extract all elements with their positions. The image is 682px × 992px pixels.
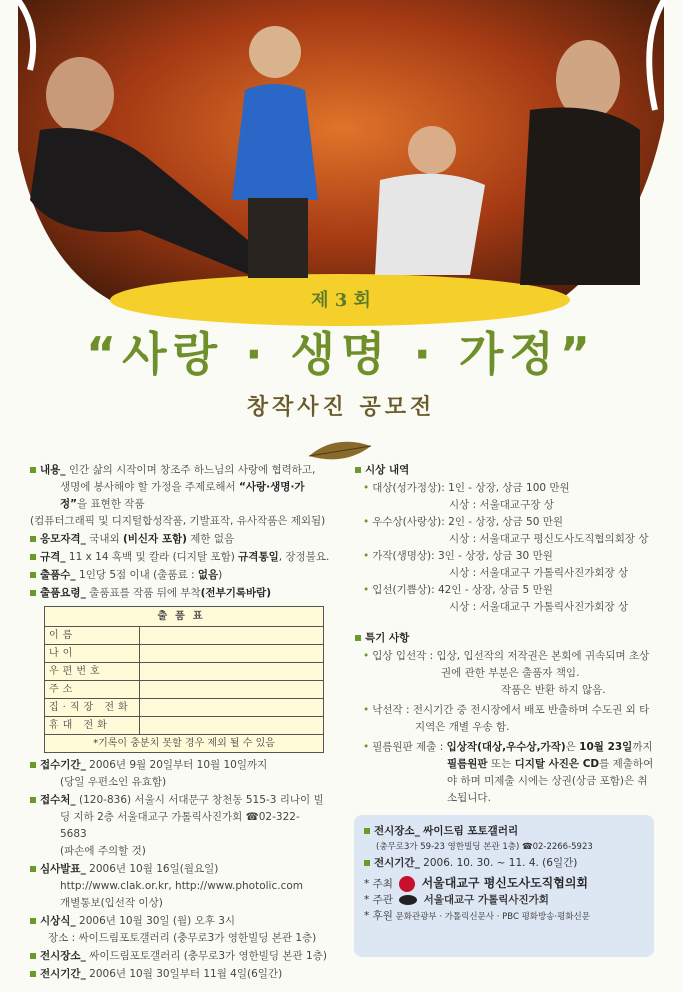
- note-rejected: • 낙선작 : 전시기간 중 전시장에서 배포 반출하며 수도권 외 타 지역은 개별 우송 함.: [363, 704, 650, 733]
- judge-url[interactable]: http://www.clak.or.kr, http://www.photolic.com: [60, 880, 303, 892]
- bullet-icon: [30, 572, 36, 578]
- leaf-icon: [305, 436, 375, 462]
- form-title: 출품표: [45, 607, 324, 627]
- organizer-logo-icon: [399, 895, 417, 905]
- organizer-row: * 주관 서울대교구 가톨릭사진가회: [364, 894, 549, 906]
- sponsor-culture: 문화관광부: [395, 912, 437, 922]
- form-cell: [140, 663, 324, 681]
- sponsor-row: * 후원 문화관광부 · 가톨릭신문사 · PBC 평화방송·평화신문: [364, 910, 590, 922]
- form-row: 우편번호: [45, 663, 324, 681]
- award-item: • 우수상(사랑상): 2인 - 상장, 상금 50 만원 시상 : 서울대교구 평신도사도직협의회장 상: [363, 516, 649, 545]
- form-row: 휴대 전화: [45, 717, 324, 735]
- form-note: *기록이 충분치 못할 경우 제외 될 수 있음: [45, 735, 324, 753]
- host-logo-icon: [399, 876, 415, 892]
- receive-period: 접수기간_ 2006년 9월 20일부터 10월 10일까지 (당일 우편소인 유효함): [30, 757, 330, 791]
- bullet-icon: [30, 536, 36, 542]
- family-photo: [0, 0, 682, 330]
- awards-heading: 시상 내역: [355, 462, 655, 479]
- judging: 심사발표_ 2006년 10월 16일(월요일) http://www.clak.or.kr, http://www.photolic.com 개별통보(입선작 이상): [30, 861, 330, 912]
- award-item: • 대상(성가정상): 1인 - 상장, 상금 100 만원 시상 : 서울대교구장 상: [363, 482, 570, 511]
- bullet-icon: [355, 467, 361, 473]
- form-cell: [140, 681, 324, 699]
- note-winners: • 입상 입선작 : 입상, 입선작의 저작권은 본회에 귀속되며 초상 권에 관한 부분은 출품자 책임. 작품은 반환 하지 않음.: [363, 650, 650, 696]
- poster-subtitle: 창작사진 공모전: [246, 395, 436, 420]
- note-film: • 필름원판 제출 : 입상작(대상,우수상,가작)은 10월 23일까지 필름원판 또는 디지탈 사진은 CD를 제출하여 야 하며 미제출 시에는 상권(상금 포함)은 취 소됩니다.: [363, 741, 654, 804]
- form-row: 주소: [45, 681, 324, 699]
- form-row: 이름: [45, 627, 324, 645]
- exhibition-info-box: 전시장소_ 싸이드림 포토갤러리 (충무로3가 59-23 영한빌딩 본관 1층) ☎02-2266-5923 전시기간_ 2006. 10. 30. ~ 11. 4. (6일간) * 주최 서울대교구 평신도사도직협의회 * 주관 서울대교구 가톨릭사진가회 * 후원 문화관광부 · 가톨릭신문사 · PBC 평화방송·평화신문: [354, 815, 654, 957]
- bullet-icon: [30, 953, 36, 959]
- award-item: • 입선(기쁨상): 42인 - 상장, 상금 5 만원 시상 : 서울대교구 가톨릭사진가회장 상: [363, 584, 629, 613]
- form-cell: [140, 645, 324, 663]
- bullet-icon: [364, 860, 370, 866]
- form-cell: [140, 717, 324, 735]
- bullet-icon: [364, 828, 370, 834]
- form-cell: [140, 699, 324, 717]
- exhibition-place: 전시장소_ 싸이드림포토갤러리 (충무로3가 영한빌딩 본관 1층): [30, 948, 330, 965]
- bullet-icon: [355, 635, 361, 641]
- form-cell: [140, 627, 324, 645]
- bullet-icon: [30, 971, 36, 977]
- host-row: * 주최 서울대교구 평신도사도직협의회: [364, 876, 589, 890]
- bullet-icon: [30, 797, 36, 803]
- exhibition-period: 전시기간_ 2006년 10월 30일부터 11월 4일(6일간): [30, 966, 330, 983]
- form-row: 집·직장 전화: [45, 699, 324, 717]
- content-section: 내용_ 인간 삶의 시작이며 창조주 하느님의 사랑에 협력하고, 생명에 봉사해야 할 가정을 주제로해서 “사랑·생명·가 정”을 표현한 작품 (컴퓨터그래픽 및 디지털합성작품, 기발표작, 유사작품은 제외됨): [30, 464, 326, 527]
- bullet-icon: [30, 554, 36, 560]
- bullet-icon: [30, 467, 36, 473]
- entry-count: 출품수_ 1인당 5점 이내 (출품료 : 없음): [30, 567, 330, 584]
- ceremony: 시상식_ 2006년 10월 30일 (월) 오후 3시 장소 : 싸이드림포토갤러리 (충무로3가 영한빌딩 본관 1층): [30, 913, 330, 947]
- spec: 규격_ 11 x 14 흑백 및 칼라 (디지탈 포함) 규격통일, 장정불요.: [30, 549, 330, 566]
- notes-heading: 특기 사항: [355, 630, 655, 647]
- left-column: [30, 462, 330, 984]
- form-row: 나이: [45, 645, 324, 663]
- sponsor-pbc: PBC 평화방송·평화신문: [502, 912, 590, 922]
- bullet-icon: [30, 590, 36, 596]
- entry-form-table: [44, 606, 324, 753]
- bullet-icon: [30, 918, 36, 924]
- sponsor-catholic-news: 가톨릭신문사: [444, 912, 495, 922]
- bullet-icon: [30, 762, 36, 768]
- award-item: • 가작(생명상): 3인 - 상장, 상금 30 만원 시상 : 서울대교구 가톨릭사진가회장 상: [363, 550, 629, 579]
- bullet-icon: [30, 866, 36, 872]
- round-number: 제 3 회: [311, 290, 371, 311]
- entry-method: 출품요령_ 출품표를 작품 뒤에 부착(전부기록바람): [30, 585, 330, 602]
- poster-title: “사랑 · 생명 · 가정”: [85, 327, 597, 381]
- right-column: [355, 462, 655, 807]
- receive-place: 접수처_ (120-836) 서울시 서대문구 창천동 515-3 리나이 빌 딩 지하 2층 서울대교구 가톨릭사진가회 ☎02-322- 5683 (파손에 주의할 것): [30, 792, 330, 860]
- qualification: 응모자격_ 국내외 (비신자 포함) 제한 없음: [30, 531, 330, 548]
